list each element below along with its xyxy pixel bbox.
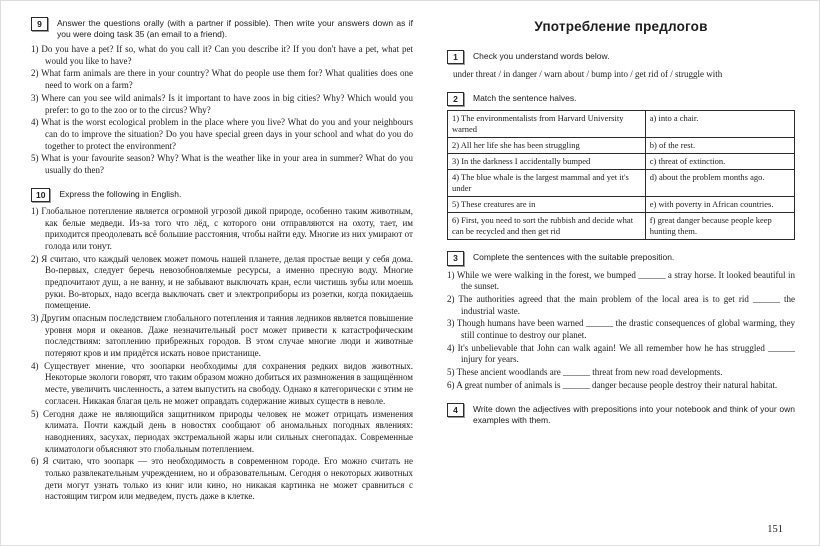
exercise-4	[447, 403, 795, 426]
translation-item: 2) Я считаю, что каждый человек может помочь нашей планете, делая простые вещи у себя дома. Во-первых, следует беречь невозобновляемые ресурсы, а именно пресную воду. Многие предпочитают душ, а не ванну, и не забывают выключать кран, если чистишь зубы или моешь руки. Во-вторых, надо всегда выключать свет и электроприборы из розетки, когда покидаешь помещение.	[31, 253, 413, 311]
left-column	[31, 17, 413, 533]
sentence-end-cell: a) into a chair.	[645, 111, 794, 138]
sentence-end-cell: d) about the problem months ago.	[645, 170, 794, 197]
question-item: 5) What is your favourite season? Why? What is the weather like in your area in summer? What do you usually do then?	[31, 153, 413, 175]
gap-fill-item: 3) Though humans have been warned ______ the drastic consequences of global warming, they still continue to destroy our planet.	[447, 318, 795, 341]
right-column	[447, 17, 795, 533]
sentence-start-cell: 2) All her life she has been struggling	[448, 138, 646, 154]
translation-item: 1) Глобальное потепление является огромной угрозой дикой природе, особенно таким животным, как белые медведи. Из-за того что лёд, с которого они отправляются на охоту, тает, им приходится преодолевать всё большие расстояния, чтобы найти еду. Многие из них умирают от голода или тонут.	[31, 205, 413, 251]
exercise-3-instruction: Complete the sentences with the suitable preposition.	[473, 252, 675, 263]
exercise-9-header	[31, 17, 413, 40]
exercise-1-instruction: Check you understand words below.	[473, 51, 610, 61]
question-item: 3) Where can you see wild animals? Is it important to have zoos in big cities? Why? Which would you prefer: to go to the zoo or to the circus? Why?	[31, 92, 413, 115]
gap-fill-item: 6) A great number of animals is ______ danger because people destroy their natural habitat.	[447, 379, 778, 390]
exercise-9-instruction: Answer the questions orally (with a partner if possible). Then write your answers down as if you were doing task 35 (an email to a friend).	[57, 18, 413, 40]
exercise-10-items	[31, 206, 413, 503]
exercise-10-header	[31, 188, 413, 202]
exercise-10	[31, 188, 413, 503]
match-table	[447, 110, 795, 240]
question-item: 4) What is the worst ecological problem in the place where you live? What do you and your neighbours can do to improve the situation? Do you have special green days in your school and what do you do together to protect the environment?	[31, 117, 413, 151]
translation-item: 3) Другим опасным последствием глобального потепления и таяния ледников является повышение уровня моря и океанов. Даже незначительный рост может привести к катастрофическим последствиям: затоплению прибрежных городов. В этом случае многие люди и животные потеряют кров и им придётся искать новое пристанище.	[31, 313, 413, 359]
translation-item: 6) Я считаю, что зоопарк — это необходимость в современном городе. Его можно считать не только развлекательным учреждением, но и образовательным. Сегодня о некоторых животных дети могут узнать только из книг или кино, но никакая картинка не может сравниться с настоящим тигром или медведем, пусть даже в клетке.	[31, 456, 413, 502]
sentence-start-cell: 6) First, you need to sort the rubbish and decide what can be recycled and then get rid	[448, 213, 646, 240]
exercise-10-number-badge: 10	[31, 188, 50, 202]
table-row	[448, 197, 795, 213]
exercise-1-header	[447, 50, 795, 64]
translation-item: 4) Существует мнение, что зоопарки необходимы для сохранения редких видов животных. Некоторые экологи говорят, что таким образом можно добиться их размножения в защищённом месте, увеличить численность, а затем выпустить на свободу. Однако я категорически с этим не согласен. Никакая благая цель не может оправдать содержание живых существ в неволе.	[31, 360, 413, 406]
exercise-4-header	[447, 403, 795, 426]
question-item: 1) Do you have a pet? If so, what do you call it? Can you describe it? If you don't have a pet, what pet would you like to have?	[31, 44, 413, 66]
table-row	[448, 170, 795, 197]
question-item: 2) What farm animals are there in your country? What do people use them for? What qualities does one need to work on a farm?	[31, 68, 413, 91]
table-row	[448, 213, 795, 240]
gap-fill-item: 5) These ancient woodlands are ______ threat from new road developments.	[447, 367, 723, 378]
table-row	[448, 111, 795, 138]
word-bank: under threat / in danger / warn about / bump into / get rid of / struggle with	[453, 69, 723, 80]
sentence-end-cell: b) of the rest.	[645, 138, 794, 154]
exercise-9-questions	[31, 44, 413, 177]
sentence-start-cell: 3) In the darkness I accidentally bumped	[448, 154, 646, 170]
table-row	[448, 154, 795, 170]
exercise-4-instruction: Write down the adjectives with prepositions into your notebook and think of your own examples with them.	[473, 403, 795, 425]
sentence-end-cell: f) great danger because people keep hunting them.	[645, 213, 794, 240]
sentence-end-cell: c) threat of extinction.	[645, 154, 794, 170]
page-number: 151	[767, 524, 783, 535]
sentence-start-cell: 4) The blue whale is the largest mammal and yet it's under	[448, 170, 646, 197]
exercise-2-instruction: Match the sentence halves.	[473, 92, 577, 103]
section-title: Употребление предлогов	[534, 19, 708, 34]
exercise-3-header	[447, 251, 795, 265]
sentence-end-cell: e) with poverty in African countries.	[645, 197, 794, 213]
exercise-4-number-badge: 4	[447, 403, 464, 417]
gap-fill-item: 1) While we were walking in the forest, we bumped ______ a stray horse. It looked beautiful in the sunset.	[447, 269, 795, 292]
translation-item: 5) Сегодня даже не являющийся защитником природы человек не может отрицать изменения климата. Почти каждый день в новостях сообщают об аномальных погодных явлениях: наводнениях, засухах, периодах экстремальной жары или сильных снегопадах. Современные климатологи объясняют это глобальным потеплением.	[31, 408, 413, 454]
sentence-start-cell: 1) The environmentalists from Harvard University warned	[448, 111, 646, 138]
gap-fill-item: 4) It's unbelievable that John can walk again! We all remember how he has struggled ______ injury for years.	[447, 342, 795, 365]
exercise-1	[447, 50, 795, 81]
exercise-3	[447, 251, 795, 391]
exercise-3-items	[447, 270, 795, 392]
exercise-10-instruction: Express the following in English.	[59, 188, 182, 199]
table-row	[448, 138, 795, 154]
exercise-1-number-badge: 1	[447, 50, 464, 64]
exercise-2	[447, 92, 795, 241]
exercise-9	[31, 17, 413, 177]
sentence-start-cell: 5) These creatures are in	[448, 197, 646, 213]
exercise-9-number-badge: 9	[31, 17, 48, 31]
exercise-3-number-badge: 3	[447, 251, 464, 265]
gap-fill-item: 2) The authorities agreed that the main problem of the local area is to get rid ______ the industrial waste.	[447, 294, 795, 316]
exercise-2-header	[447, 92, 795, 106]
exercise-2-number-badge: 2	[447, 92, 464, 106]
